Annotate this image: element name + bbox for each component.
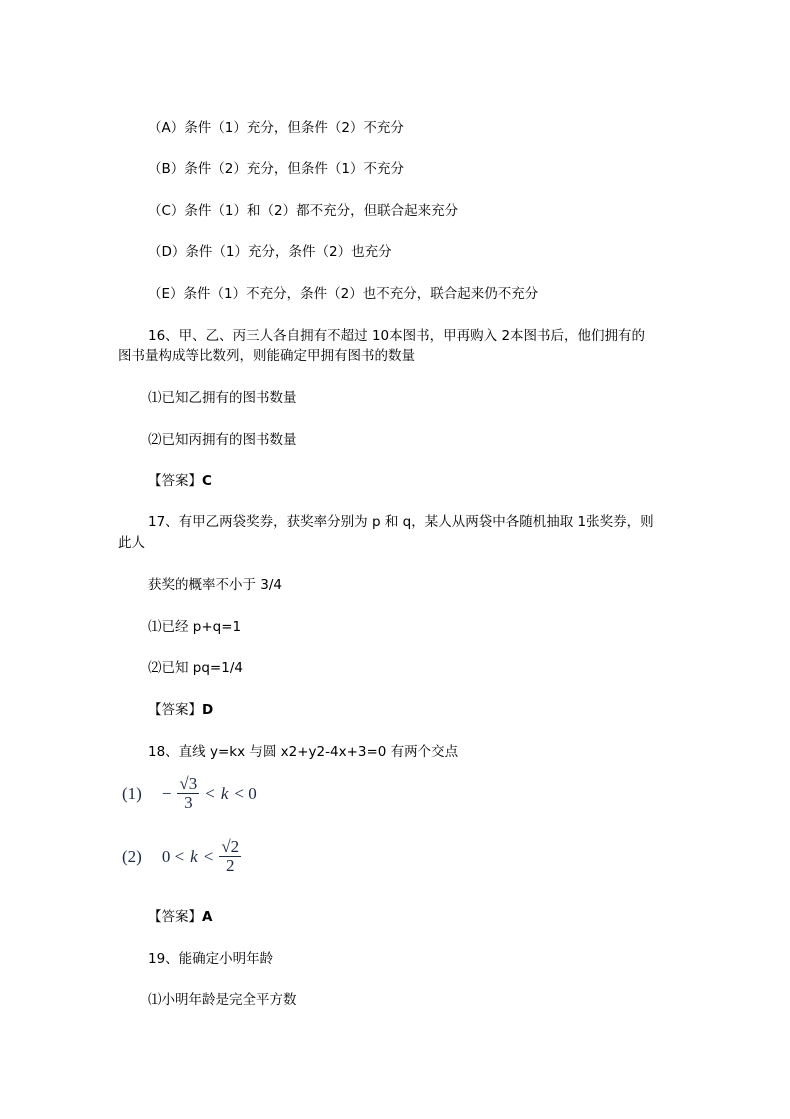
less-than-zero: < 0	[234, 783, 257, 803]
q17-stem-line3: 获奖的概率不小于 3/4	[148, 577, 283, 593]
minus-sign: −	[161, 783, 172, 803]
answer-value: A	[202, 909, 213, 925]
q19-condition-1: ⑴小明年龄是完全平方数	[148, 992, 297, 1008]
q17-stem-line2: 此人	[118, 535, 145, 551]
option-c: （C）条件（1）和（2）都不充分，但联合起来充分	[148, 203, 459, 219]
less-than: <	[205, 783, 215, 803]
option-e: （E）条件（1）不充分，条件（2）也不充分，联合起来仍不充分	[148, 286, 539, 302]
q16-stem-line2: 图书量构成等比数列，则能确定甲拥有图书的数量	[118, 348, 415, 364]
condition-label: (2)	[122, 846, 142, 866]
fraction	[219, 838, 241, 875]
answer-value: D	[202, 702, 214, 718]
numerator: √3	[179, 774, 198, 793]
option-a: （A）条件（1）充分，但条件（2）不充分	[148, 120, 404, 136]
q18-answer	[148, 907, 212, 927]
variable-k: k	[220, 783, 229, 803]
less-than: <	[203, 846, 214, 866]
option-b: （B）条件（2）充分，但条件（1）不充分	[148, 161, 404, 177]
numerator: √2	[221, 837, 240, 856]
q17-stem-line1: 17、有甲乙两袋奖券，获奖率分别为 p 和 q，某人从两袋中各随机抽取 1张奖券，则	[148, 514, 654, 530]
answer-label: 【答案】	[148, 909, 202, 925]
fraction	[177, 775, 199, 812]
q17-condition-1: ⑴已经 p+q=1	[148, 619, 242, 635]
q16-condition-1: ⑴已知乙拥有的图书数量	[148, 390, 297, 406]
q18-stem: 18、直线 y=kx 与圆 x2+y2-4x+3=0 有两个交点	[148, 744, 459, 760]
option-d: （D）条件（1）充分，条件（2）也充分	[148, 244, 392, 260]
answer-value: C	[202, 473, 212, 489]
condition-label: (1)	[122, 783, 142, 803]
denominator: 2	[225, 856, 235, 875]
q16-condition-2: ⑵已知丙拥有的图书数量	[148, 432, 297, 448]
q17-condition-2: ⑵已知 pq=1/4	[148, 660, 243, 676]
q18-condition-1	[122, 775, 257, 812]
q16-stem-line1: 16、甲、乙、丙三人各自拥有不超过 10本图书，甲再购入 2本图书后，他们拥有的	[148, 328, 646, 344]
q17-answer	[148, 700, 213, 720]
answer-label: 【答案】	[148, 473, 202, 489]
q16-answer	[148, 471, 212, 491]
q19-stem: 19、能确定小明年龄	[148, 951, 274, 967]
q18-condition-2	[122, 838, 241, 875]
variable-k: k	[190, 846, 198, 866]
zero-less-than: 0 <	[161, 846, 185, 866]
answer-label: 【答案】	[148, 702, 202, 718]
denominator: 3	[184, 793, 193, 812]
